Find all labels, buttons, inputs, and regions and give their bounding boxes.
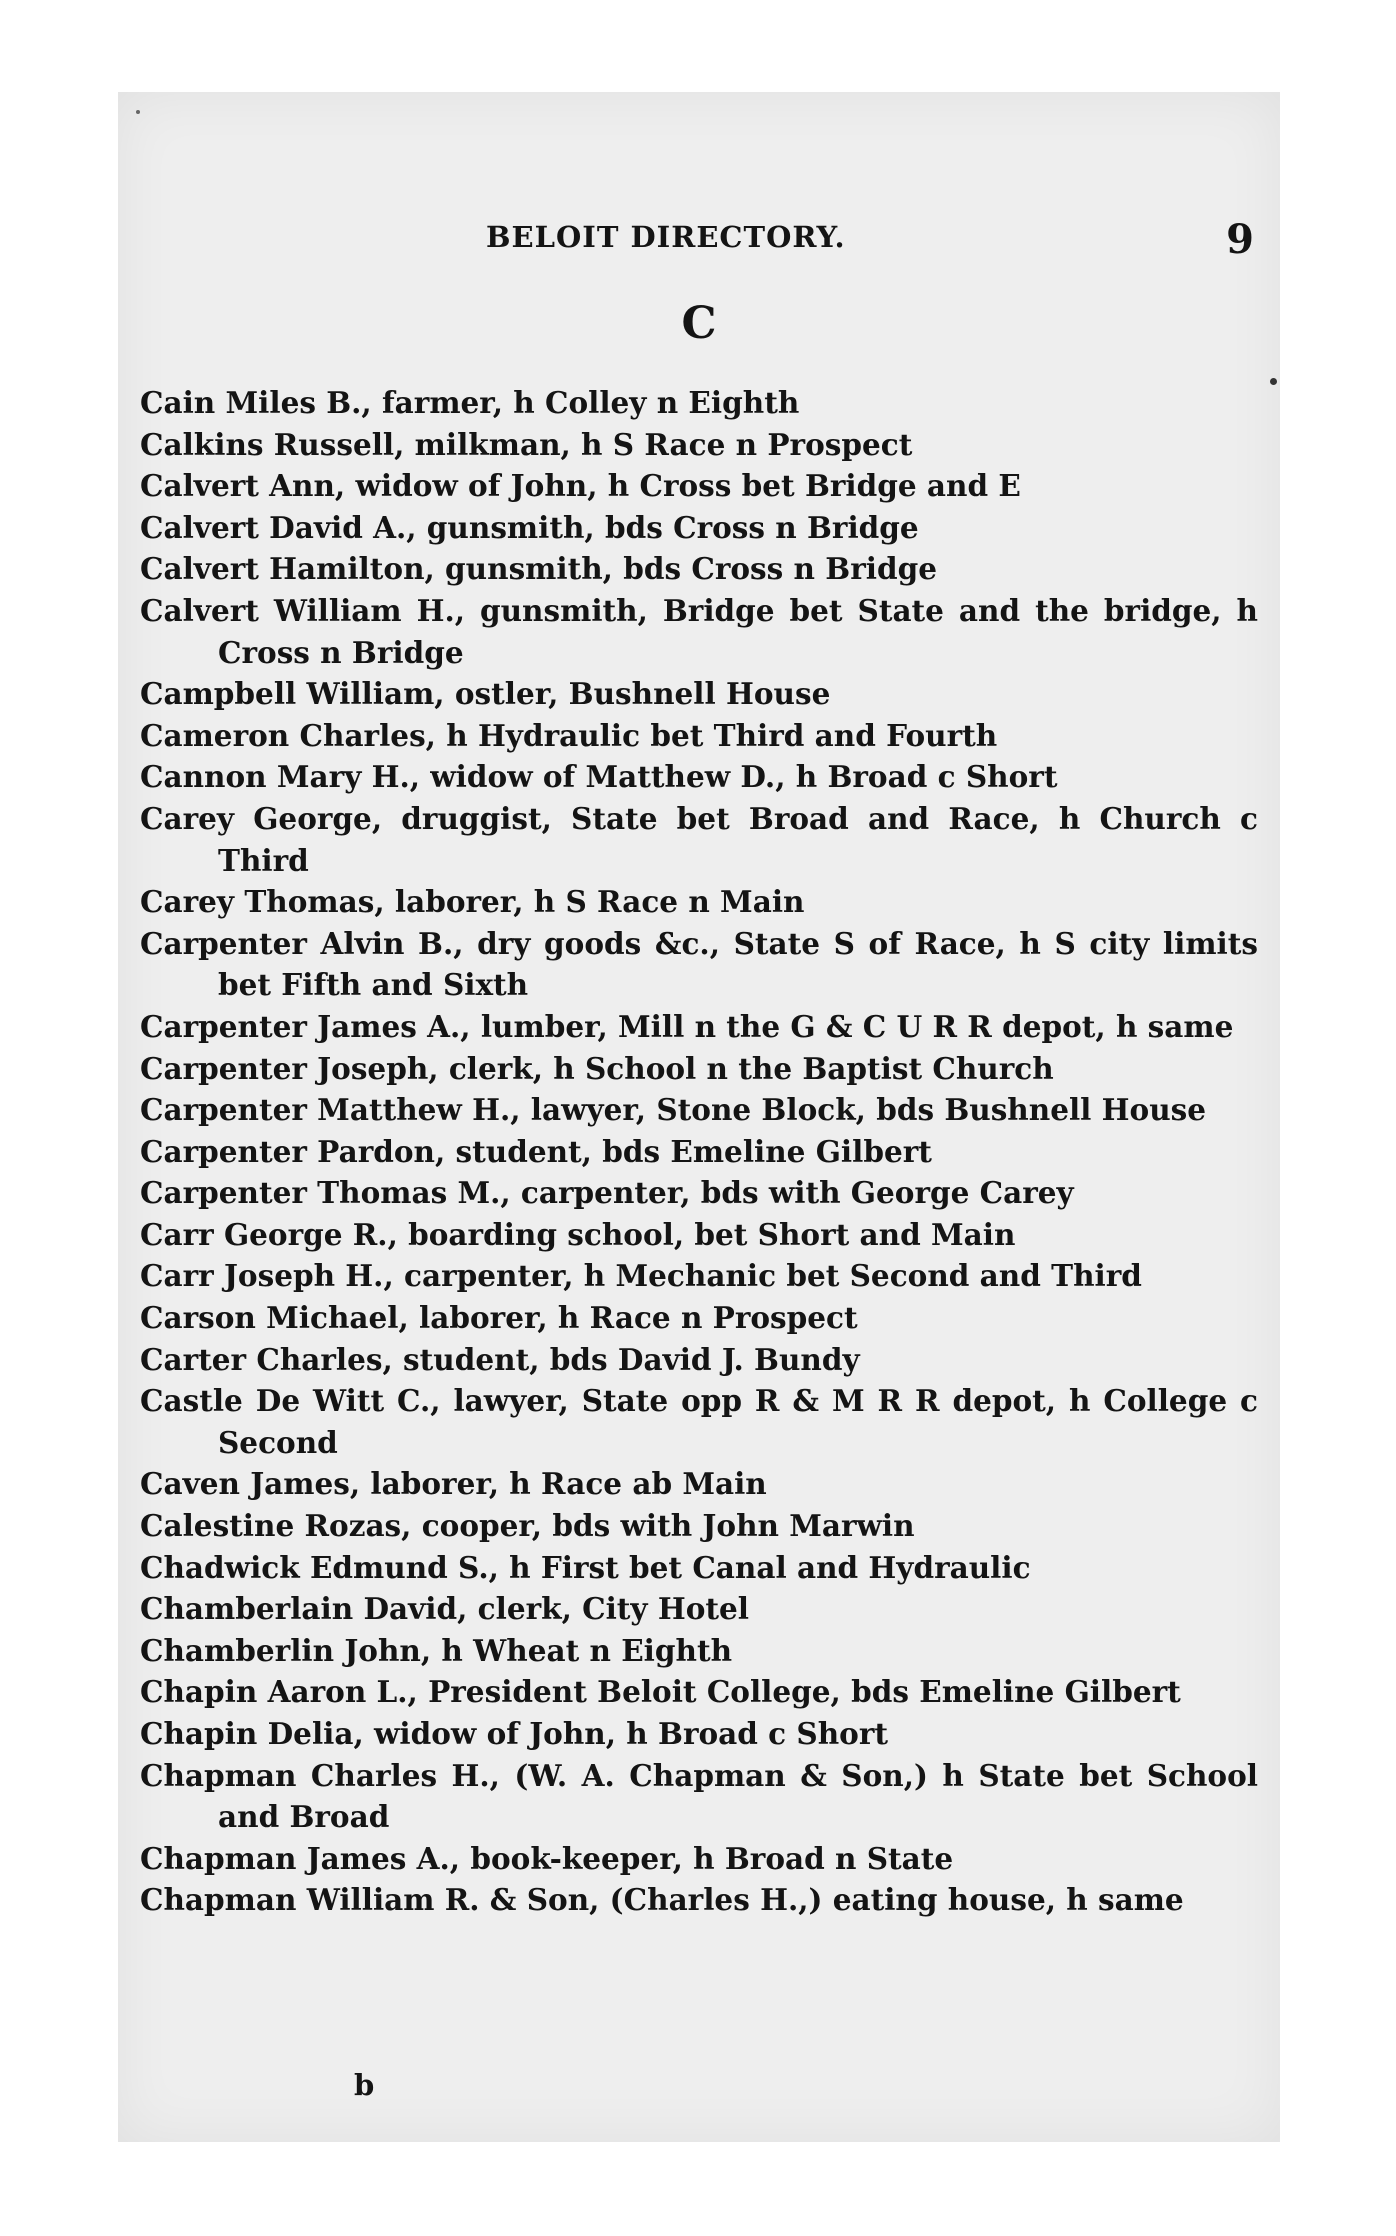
directory-entry: Carter Charles, student, bds David J. Bundy [140,1341,860,1377]
directory-entry: Carpenter James A., lumber, Mill n the G & C U R R depot, h same [140,1008,1234,1044]
section-letter: C [681,298,717,349]
directory-entry: Calestine Rozas, cooper, bds with John Marwin [140,1508,915,1544]
print-speck [1270,378,1277,385]
directory-entry: Carpenter Thomas M., carpenter, bds with George Carey [140,1175,1074,1211]
directory-entry: Calkins Russell, milkman, h S Race n Prospect [140,426,913,462]
directory-entry: Calvert David A., gunsmith, bds Cross n Bridge [140,509,919,545]
signature-mark: b [354,2068,375,2102]
directory-entry: Caven James, laborer, h Race ab Main [140,1466,767,1502]
directory-entry: Carpenter Matthew H., lawyer, Stone Block, bds Bushnell House [140,1092,1207,1128]
directory-entry: Chamberlain David, clerk, City Hotel [140,1591,749,1627]
directory-entry: Chapin Aaron L., President Beloit College, bds Emeline Gilbert [140,1674,1181,1710]
directory-entry: Cannon Mary H., widow of Matthew D., h Broad c Short [140,759,1058,795]
directory-entry: Carpenter Joseph, clerk, h School n the Baptist Church [140,1050,1054,1086]
directory-entry: Carey George, druggist, State bet Broad and Race, h Church c Third [140,800,1258,878]
directory-entry: Carpenter Alvin B., dry goods &c., State S of Race, h S city limits bet Fifth and Sixth [140,925,1258,1003]
directory-entry: Carr Joseph H., carpenter, h Mechanic bet Second and Third [140,1258,1142,1294]
directory-entry: Castle De Witt C., lawyer, State opp R & M R R depot, h College c Second [140,1383,1258,1460]
running-head [140,216,1258,264]
directory-entry: Calvert Hamilton, gunsmith, bds Cross n Bridge [140,551,937,587]
directory-entry: Carr George R., boarding school, bet Short and Main [140,1216,1016,1252]
directory-entry: Carson Michael, laborer, h Race n Prospect [140,1300,858,1336]
print-speck [136,110,140,114]
directory-entry: Chapin Delia, widow of John, h Broad c Short [140,1716,889,1751]
directory-entry: Campbell William, ostler, Bushnell House [140,676,831,712]
directory-entries [140,382,1258,1921]
page-number: 9 [1226,216,1254,263]
directory-entry: Calvert Ann, widow of John, h Cross bet Bridge and E [140,468,1021,504]
directory-entry: Chapman Charles H., (W. A. Chapman & Son,) h State bet School and Broad [140,1757,1258,1835]
directory-entry: Carpenter Pardon, student, bds Emeline Gilbert [140,1133,932,1169]
directory-entry: Calvert William H., gunsmith, Bridge bet State and the bridge, h Cross n Bridge [140,592,1258,670]
directory-entry: Chamberlin John, h Wheat n Eighth [140,1632,733,1668]
running-title: BELOIT DIRECTORY. [486,220,846,254]
directory-entry: Carey Thomas, laborer, h S Race n Main [140,884,805,920]
directory-entry: Chapman William R. & Son, (Charles H.,) eating house, h same [140,1882,1184,1918]
directory-entry: Cameron Charles, h Hydraulic bet Third and Fourth [140,717,998,753]
directory-page [118,92,1280,2142]
directory-entry: Chadwick Edmund S., h First bet Canal and Hydraulic [140,1549,1031,1585]
directory-entry: Chapman James A., book-keeper, h Broad n State [140,1840,954,1876]
directory-entry: Cain Miles B., farmer, h Colley n Eighth [140,385,800,420]
